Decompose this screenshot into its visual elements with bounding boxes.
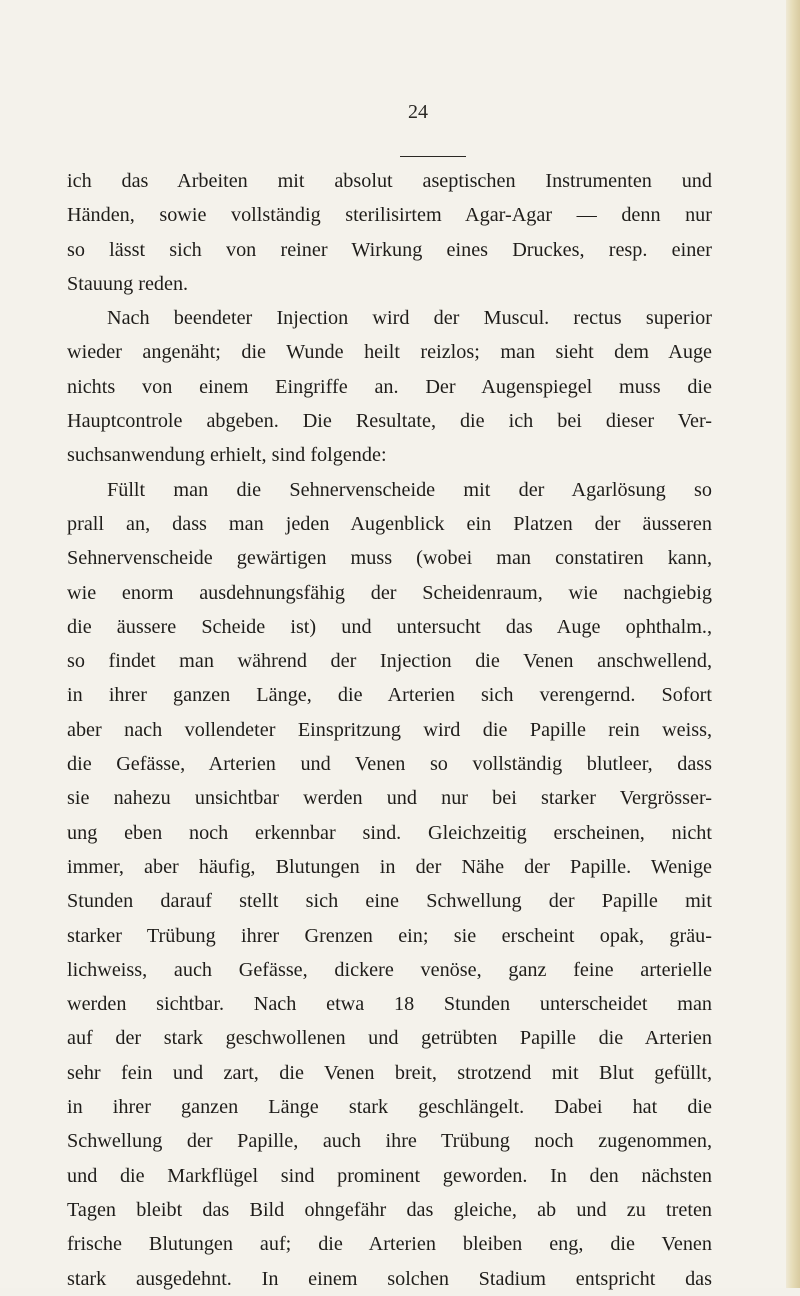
text-line: Händen, sowie vollständig sterilisirtem Agar-Agar — denn nur — [67, 204, 712, 227]
text-line: Tagen bleibt das Bild ohngefähr das gleiche, ab und zu treten — [67, 1198, 712, 1221]
text-line: so findet man während der Injection die Venen anschwellend, — [67, 650, 712, 673]
text-line: Stauung reden. — [67, 272, 189, 295]
body-text — [67, 164, 712, 1296]
text-line: suchsanwendung erhielt, sind folgende: — [67, 444, 387, 467]
text-line: aber nach vollendeter Einspritzung wird die Papille rein weiss, — [67, 718, 712, 741]
text-line: so lässt sich von reiner Wirkung eines Druckes, resp. einer — [67, 238, 712, 261]
text-line: werden sichtbar. Nach etwa 18 Stunden unterscheidet man — [67, 993, 712, 1016]
page-edge — [786, 0, 800, 1288]
text-line: Sehnervenscheide gewärtigen muss (wobei man constatiren kann, — [67, 547, 712, 570]
text-line: ung eben noch erkennbar sind. Gleichzeitig erscheinen, nicht — [67, 821, 712, 844]
text-line: sie nahezu unsichtbar werden und nur bei starker Vergrösser- — [67, 787, 712, 810]
text-line: frische Blutungen auf; die Arterien bleiben eng, die Venen — [67, 1233, 712, 1256]
text-line: starker Trübung ihrer Grenzen ein; sie erscheint opak, gräu- — [67, 924, 712, 947]
text-line: die Gefässe, Arterien und Venen so vollständig blutleer, dass — [67, 753, 712, 776]
text-line: Schwellung der Papille, auch ihre Trübung noch zugenommen, — [67, 1130, 712, 1153]
text-line: wie enorm ausdehnungsfähig der Scheidenraum, wie nachgiebig — [67, 581, 712, 604]
text-line: auf der stark geschwollenen und getrübten Papille die Arterien — [67, 1027, 712, 1050]
text-line: wieder angenäht; die Wunde heilt reizlos; man sieht dem Auge — [67, 341, 712, 364]
text-line: in ihrer ganzen Länge, die Arterien sich verengernd. Sofort — [67, 684, 712, 707]
text-line: und die Markflügel sind prominent geworden. In den nächsten — [67, 1164, 712, 1187]
text-line: nichts von einem Eingriffe an. Der Augenspiegel muss die — [67, 375, 712, 398]
text-line: Nach beendeter Injection wird der Muscul. rectus superior — [107, 307, 712, 330]
text-line: in ihrer ganzen Länge stark geschlängelt. Dabei hat die — [67, 1096, 712, 1119]
page-number: 24 — [408, 101, 428, 123]
text-line: Stunden darauf stellt sich eine Schwellung der Papille mit — [67, 890, 712, 913]
text-line: stark ausgedehnt. In einem solchen Stadium entspricht das — [67, 1267, 712, 1290]
text-line: die äussere Scheide ist) und untersucht das Auge ophthalm., — [67, 615, 712, 638]
text-line: prall an, dass man jeden Augenblick ein Platzen der äusseren — [67, 512, 712, 535]
text-line: Füllt man die Sehnervenscheide mit der Agarlösung so — [107, 478, 712, 501]
text-line: sehr fein und zart, die Venen breit, strotzend mit Blut gefüllt, — [67, 1061, 712, 1084]
text-line: immer, aber häufig, Blutungen in der Nähe der Papille. Wenige — [67, 855, 712, 878]
text-line: lichweiss, auch Gefässe, dickere venöse, ganz feine arterielle — [67, 958, 712, 981]
text-line: ich das Arbeiten mit absolut aseptischen Instrumenten und — [67, 170, 712, 192]
text-line: Hauptcontrole abgeben. Die Resultate, die ich bei dieser Ver- — [67, 410, 712, 433]
page-number-rule — [400, 156, 466, 157]
